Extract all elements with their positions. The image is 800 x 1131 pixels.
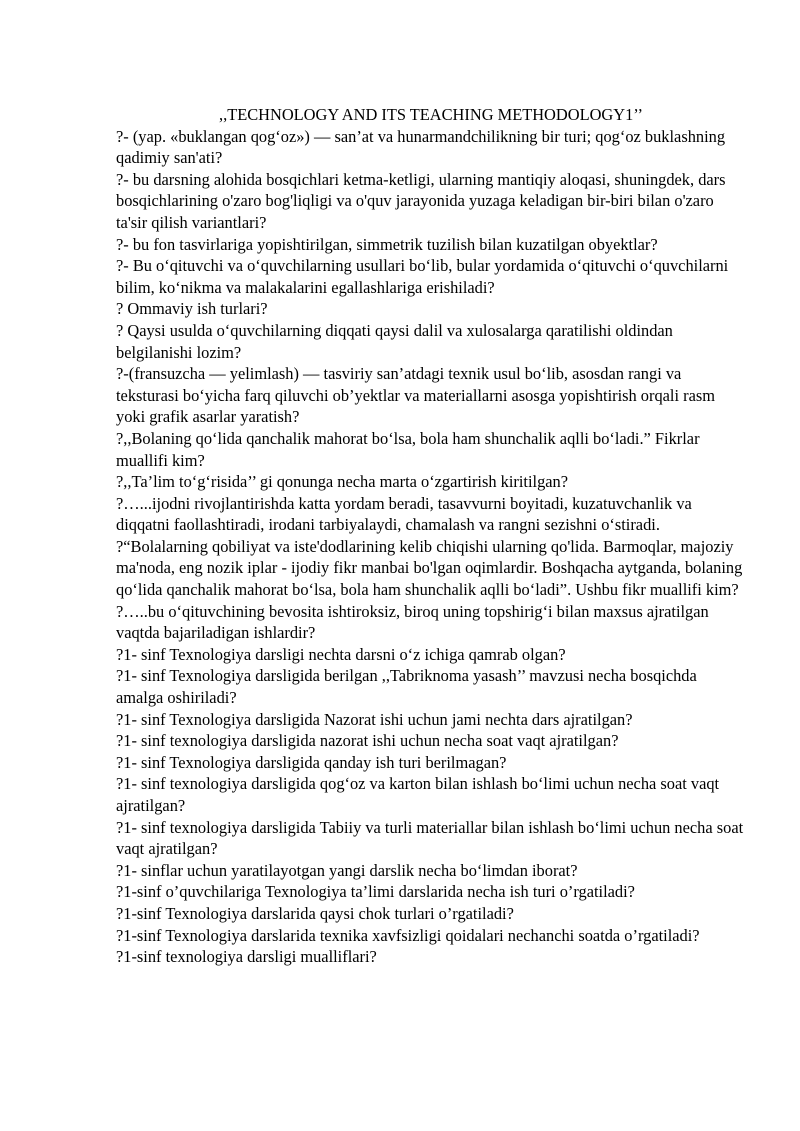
question-item: ?1- sinf texnologiya darsligida Tabiiy va turli materiallar bilan ishlash bo‘limi uchun necha soat vaqt ajratilgan?	[116, 817, 744, 859]
question-item: ?- Bu o‘qituvchi va o‘quvchilarning usullari bo‘lib, bular yordamida o‘qituvchi o‘quvchilarni bilim, ko‘nikma va malakalarini egallashlariga erishiladi?	[116, 256, 729, 297]
question-item: ?1- sinf Texnologiya darsligida qanday ish turi berilmagan?	[116, 752, 507, 772]
question-item: ?“Bolalarning qobiliyat va iste'dodlarining kelib chiqishi ularning qo'lida. Barmoqlar, majoziy ma'noda, eng nozik iplar - ijodiy fikr manbai bo'lgan oqimlardir. Boshqacha aytganda, bolaning qo‘lida qanchalik mahorat bo‘lsa, bola ham shunchalik aqlli bo‘ladi”. Ushbu fikr muallifi kim?	[116, 536, 743, 600]
question-item: ?- (yap. «buklangan qog‘oz») — san’at va hunarmandchilikning bir turi; qog‘oz buklashning qadimiy san'ati?	[116, 126, 726, 168]
question-item: ?,,Bolaning qo‘lida qanchalik mahorat bo‘lsa, bola ham shunchalik aqlli bo‘ladi.” Fikrlar muallifi kim?	[116, 428, 700, 470]
question-item: ?- bu darsning alohida bosqichlari ketma-ketligi, ularning mantiqiy aloqasi, shuningdek, dars bosqichlarining o'zaro bog'liqligi va o'quv jarayonida yuzaga keladigan bir-biri bilan o'zaro ta'sir qilish variantlari?	[116, 169, 726, 232]
question-item: ?1- sinf texnologiya darsligida nazorat ishi uchun necha soat vaqt ajratilgan?	[116, 731, 619, 751]
question-item: ? Ommaviy ish turlari?	[116, 299, 268, 319]
question-item: ?1- sinf Texnologiya darsligida berilgan ,,Tabriknoma yasash’’ mavzusi necha bosqichda amalga oshiriladi?	[116, 666, 697, 708]
question-item: ?1-sinf Texnologiya darslarida texnika xavfsizligi qoidalari nechanchi soatda o’rgatiladi?	[116, 925, 700, 945]
document-page	[116, 104, 746, 968]
question-item: ?- bu fon tasvirlariga yopishtirilgan, simmetrik tuzilish bilan kuzatilgan obyektlar?	[116, 234, 658, 254]
question-item: ?1- sinf Texnologiya darsligi nechta darsni o‘z ichiga qamrab olgan?	[116, 644, 566, 664]
question-item: ?1-sinf texnologiya darsligi mualliflari?	[116, 947, 377, 967]
question-item: ?,,Ta’lim to‘g‘risida’’ gi qonunga necha marta o‘zgartirish kiritilgan?	[116, 472, 569, 492]
question-item: ?1- sinf texnologiya darsligida qog‘oz va karton bilan ishlash bo‘limi uchun necha soat vaqt ajratilgan?	[116, 774, 720, 815]
question-item: ?1-sinf o’quvchilariga Texnologiya ta’limi darslarida necha ish turi o’rgatiladi?	[116, 882, 635, 902]
question-item: ?-(fransuzcha — yelimlash) — tasviriy san’atdagi texnik usul bo‘lib, asosdan rangi va teksturasi bo‘yicha farq qiluvchi ob’yektlar va materiallarni asosga yopishtirish orqali rasm yoki grafik asarlar yaratish?	[116, 364, 715, 427]
question-item: ?…...ijodni rivojlantirishda katta yordam beradi, tasavvurni boyitadi, kuzatuvchanlik va diqqatni faollashtiradi, irodani tarbiyalaydi, chamalash va rangni sezishni o‘stiradi.	[116, 493, 692, 535]
question-item: ?1-sinf Texnologiya darslarida qaysi chok turlari o’rgatiladi?	[116, 903, 514, 923]
question-item: ?…..bu o‘qituvchining bevosita ishtiroksiz, biroq uning topshirig‘i bilan maxsus ajratilgan vaqtda bajariladigan ishlardir?	[116, 601, 709, 643]
question-item: ?1- sinf Texnologiya darsligida Nazorat ishi uchun jami nechta dars ajratilgan?	[116, 709, 633, 729]
question-item: ? Qaysi usulda o‘quvchilarning diqqati qaysi dalil va xulosalarga qaratilishi oldindan belgilanishi lozim?	[116, 320, 673, 362]
question-item: ?1- sinflar uchun yaratilayotgan yangi darslik necha bo‘limdan iborat?	[116, 860, 578, 880]
document-title: ,,TECHNOLOGY AND ITS TEACHING METHODOLOGY1’’	[219, 105, 643, 124]
